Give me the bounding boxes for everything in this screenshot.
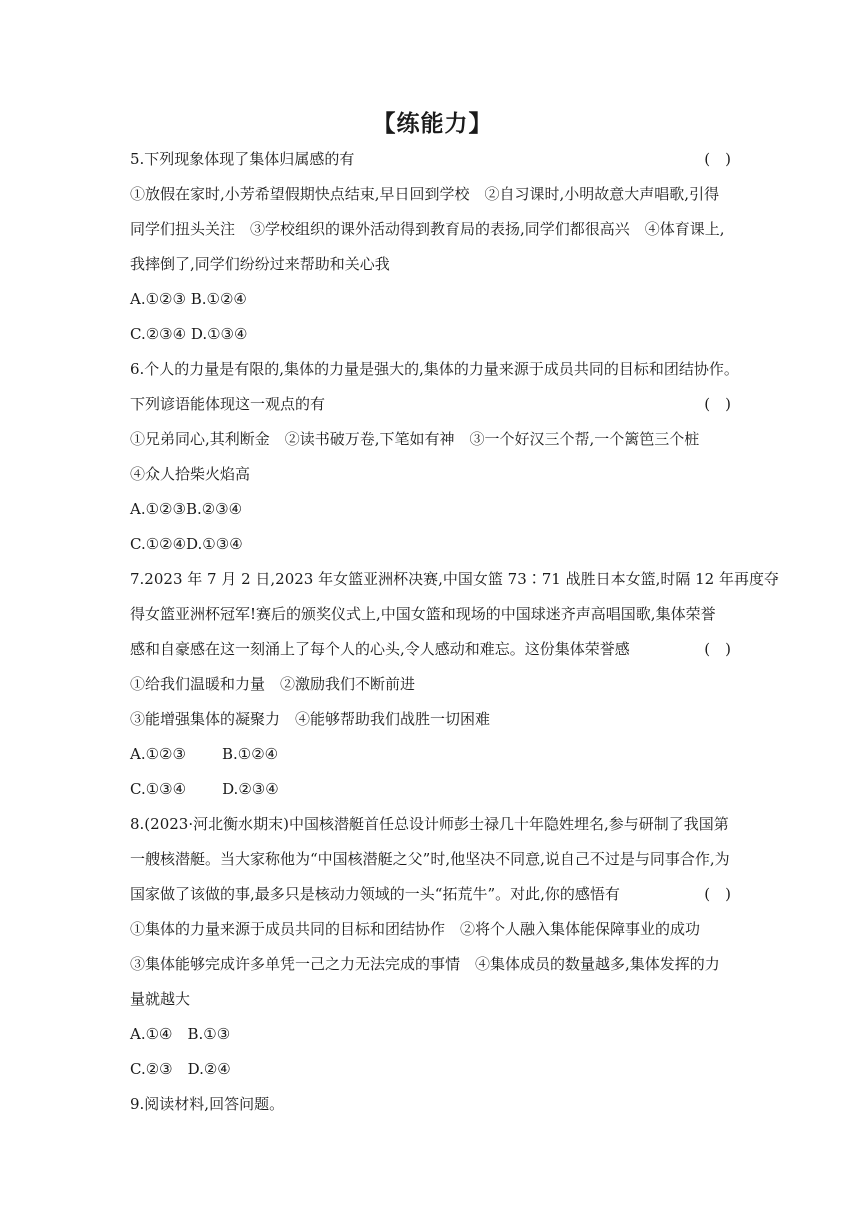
q5-options-cd	[130, 325, 735, 343]
q7-option-c: C.①③④	[130, 780, 187, 798]
q7-answer-bracket: ( )	[704, 640, 731, 658]
q7-option-d: D.②③④	[222, 780, 279, 798]
q7-options-cd	[130, 780, 735, 798]
q8-line-2: 一艘核潜艇。当大家称他为“中国核潜艇之父”时,他坚决不同意,说自己不过是与同事合作,为	[130, 850, 730, 868]
q8-options-ab: A.①④ B.①③	[130, 1025, 231, 1043]
q8-answer-bracket: ( )	[704, 885, 731, 903]
q5-answer-bracket: ( )	[704, 150, 731, 168]
q7-option-b: B.①②④	[221, 745, 279, 763]
q6-options-cd: C.①②④D.①③④	[130, 535, 243, 553]
q5-option-c: C.②③④	[130, 325, 187, 343]
q6-stem	[130, 395, 735, 413]
q6-line-3: ①兄弟同心,其利断金 ②读书破万卷,下笔如有神 ③一个好汉三个帮,一个篱笆三个桩	[130, 430, 700, 448]
q5-line-1: ①放假在家时,小芳希望假期快点结束,早日回到学校 ②自习课时,小明故意大声唱歌,引得	[130, 185, 720, 203]
q5-stem	[130, 150, 735, 168]
q5-line-3: 我摔倒了,同学们纷纷过来帮助和关心我	[130, 255, 390, 273]
q6-stem-text: 下列谚语能体现这一观点的有	[130, 395, 326, 413]
q6-line-1: 6.个人的力量是有限的,集体的力量是强大的,集体的力量来源于成员共同的目标和团结协作。	[130, 360, 739, 378]
q7-line-5: ③能增强集体的凝聚力 ④能够帮助我们战胜一切困难	[130, 710, 491, 728]
q5-option-b: B.①②④	[190, 290, 247, 308]
q8-line-1: 8.(2023·河北衡水期末)中国核潜艇首任总设计师彭士禄几十年隐姓埋名,参与研制了我国第	[130, 815, 729, 833]
q7-line-2: 得女篮亚洲杯冠军!赛后的颁奖仪式上,中国女篮和现场的中国球迷齐声高唱国歌,集体荣誉	[130, 605, 716, 623]
q6-answer-bracket: ( )	[704, 395, 731, 413]
q8-stem	[130, 885, 735, 903]
q8-line-5: ③集体能够完成许多单凭一己之力无法完成的事情 ④集体成员的数量越多,集体发挥的力	[130, 955, 720, 973]
q7-line-1: 7.2023 年 7 月 2 日,2023 年女篮亚洲杯决赛,中国女篮 73∶71 战胜日本女篮,时隔 12 年再度夺	[130, 570, 779, 588]
q5-options-ab	[130, 290, 735, 308]
q8-options-cd: C.②③ D.②④	[130, 1060, 231, 1078]
q7-line-4: ①给我们温暖和力量 ②激励我们不断前进	[130, 675, 416, 693]
q5-option-d: D.①③④	[190, 325, 248, 343]
q8-line-6: 量就越大	[130, 990, 191, 1008]
q5-line-2: 同学们扭头关注 ③学校组织的课外活动得到教育局的表扬,同学们都很高兴 ④体育课上,	[130, 220, 725, 238]
q7-stem	[130, 640, 735, 658]
q8-line-4: ①集体的力量来源于成员共同的目标和团结协作 ②将个人融入集体能保障事业的成功	[130, 920, 701, 938]
q7-option-a: A.①②③	[130, 745, 186, 763]
q5-option-a: A.①②③	[130, 290, 186, 308]
q9-stem: 9.阅读材料,回答问题。	[130, 1095, 285, 1113]
q7-stem-text: 感和自豪感在这一刻涌上了每个人的心头,令人感动和难忘。这份集体荣誉感	[130, 640, 630, 658]
exercise-page	[130, 105, 779, 1130]
section-title: 【练能力】	[372, 110, 493, 137]
q7-options-ab	[130, 745, 735, 763]
q6-options-ab: A.①②③B.②③④	[130, 500, 243, 518]
q8-stem-text: 国家做了该做的事,最多只是核动力领域的一头“拓荒牛”。对此,你的感悟有	[130, 885, 620, 903]
q6-line-4: ④众人拾柴火焰高	[130, 465, 251, 483]
q5-stem-text: 5.下列现象体现了集体归属感的有	[130, 150, 355, 168]
